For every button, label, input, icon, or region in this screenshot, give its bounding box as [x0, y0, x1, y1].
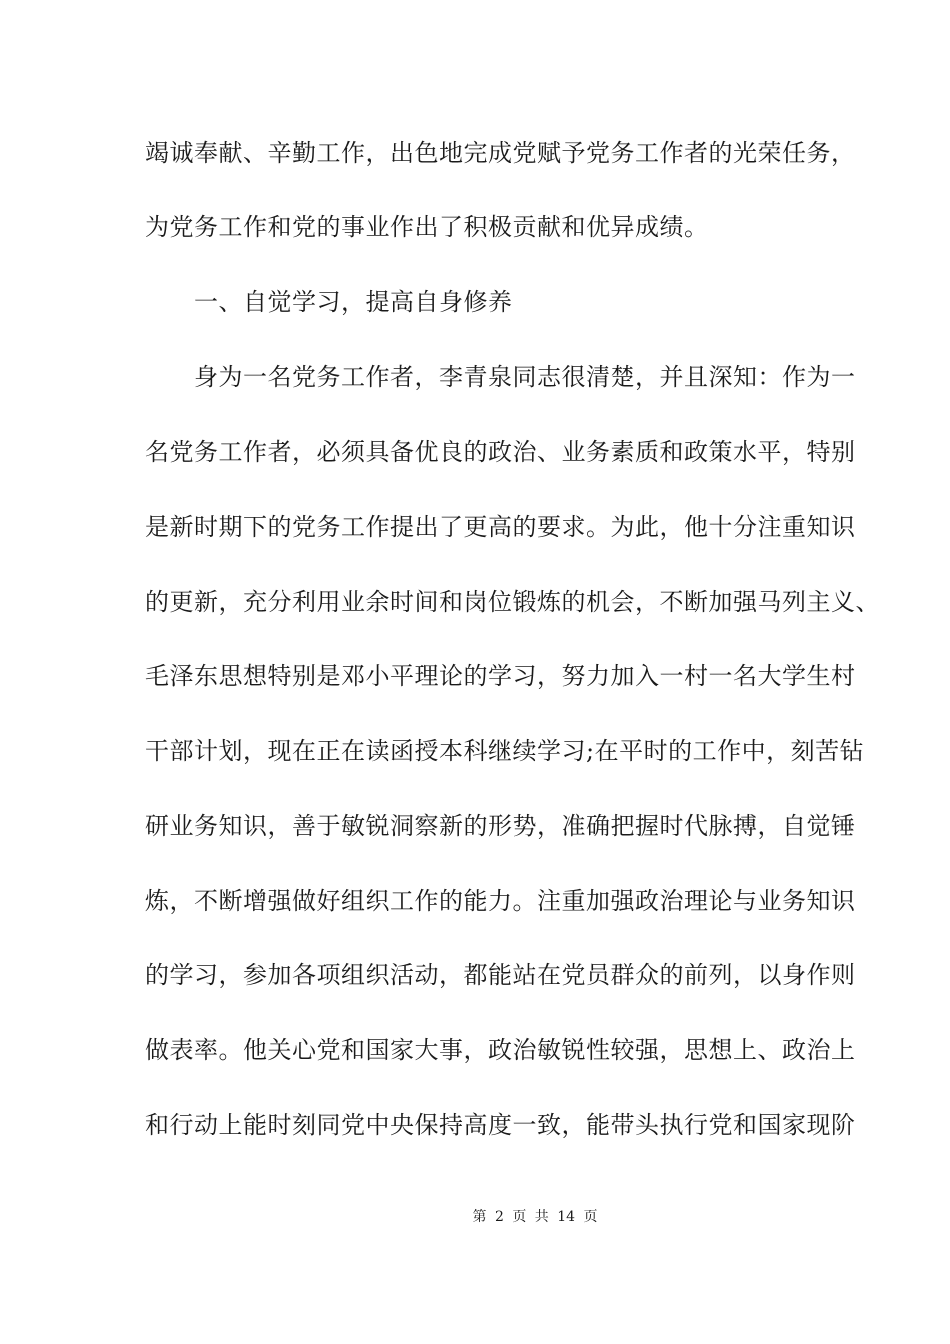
body-line: 的更新，充分利用业余时间和岗位锻炼的机会，不断加强马列主义、 [145, 588, 880, 616]
body-line: 为党务工作和党的事业作出了积极贡献和优异成绩。 [145, 213, 709, 241]
body-line: 做表率。他关心党和国家大事，政治敏锐性较强，思想上、政治上 [145, 1036, 856, 1064]
body-line: 研业务知识，善于敏锐洞察新的形势，准确把握时代脉搏，自觉锤 [145, 812, 856, 840]
body-line: 是新时期下的党务工作提出了更高的要求。为此，他十分注重知识 [145, 513, 856, 541]
body-line: 和行动上能时刻同党中央保持高度一致，能带头执行党和国家现阶 [145, 1111, 856, 1139]
body-line: 的学习，参加各项组织活动，都能站在党员群众的前列，以身作则 [145, 961, 856, 989]
body-line: 炼，不断增强做好组织工作的能力。注重加强政治理论与业务知识 [145, 887, 856, 915]
body-line: 竭诚奉献、辛勤工作，出色地完成党赋予党务工作者的光荣任务， [145, 139, 856, 167]
current-page-number: 2 [494, 1209, 504, 1225]
body-line: 干部计划，现在正在读函授本科继续学习;在平时的工作中，刻苦钻 [145, 737, 865, 765]
footer-page-word: 页 [512, 1209, 527, 1225]
section-heading: 一、自觉学习，提高自身修养 [145, 288, 513, 316]
footer-total-prefix: 共 [534, 1209, 549, 1225]
page-footer [0, 1207, 950, 1227]
body-line: 毛泽东思想特别是邓小平理论的学习，努力加入一村一名大学生村 [145, 662, 856, 690]
total-page-count: 14 [557, 1209, 576, 1225]
body-line: 身为一名党务工作者，李青泉同志很清楚，并且深知：作为一 [145, 363, 856, 391]
footer-prefix: 第 [472, 1209, 487, 1225]
footer-suffix: 页 [583, 1209, 598, 1225]
body-line: 名党务工作者，必须具备优良的政治、业务素质和政策水平，特别 [145, 438, 856, 466]
